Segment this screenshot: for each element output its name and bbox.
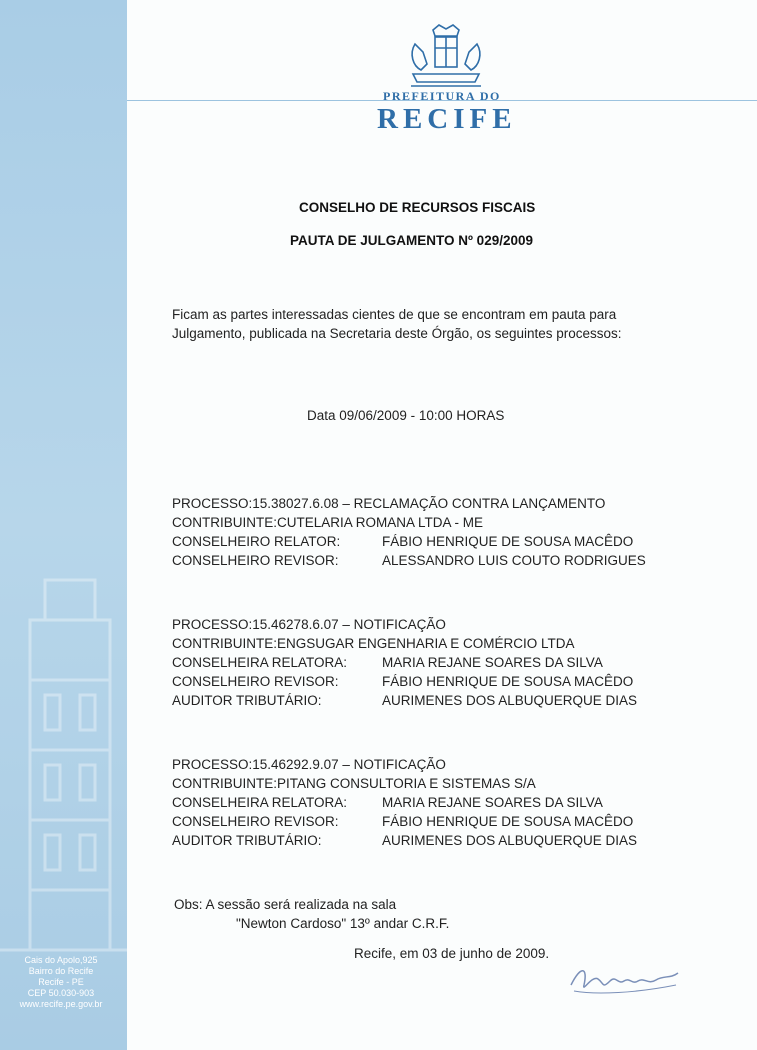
address-block [6, 955, 116, 1010]
signature-icon [566, 955, 686, 1000]
coat-of-arms-icon [405, 24, 487, 90]
council-title: CONSELHO DE RECURSOS FISCAIS [299, 200, 536, 215]
role-row [172, 691, 637, 710]
address-website: www.recife.pe.gov.br [19, 999, 103, 1009]
place-and-date: Recife, em 03 de junho de 2009. [354, 946, 550, 961]
role-row [172, 831, 637, 850]
address-line: Bairro do Recife [28, 966, 94, 976]
role-value: FÁBIO HENRIQUE DE SOUSA MACÊDO [382, 814, 634, 829]
process-block [172, 755, 637, 850]
agenda-title: PAUTA DE JULGAMENTO Nº 029/2009 [290, 233, 533, 248]
role-row [172, 532, 646, 551]
role-value: AURIMENES DOS ALBUQUERQUE DIAS [382, 693, 638, 708]
decorative-side-band [0, 0, 127, 1050]
intro-line: Ficam as partes interessadas cientes de que se encontram em pauta para [172, 307, 617, 322]
session-date: Data 09/06/2009 - 10:00 HORAS [307, 408, 505, 423]
role-label: CONSELHEIRA RELATORA: [172, 655, 348, 670]
role-label: CONSELHEIRO RELATOR: [172, 534, 341, 549]
taxpayer: CONTRIBUINTE:CUTELARIA ROMANA LTDA - ME [172, 515, 484, 530]
process-number: PROCESSO:15.46292.9.07 – NOTIFICAÇÃO [172, 757, 446, 772]
role-label: AUDITOR TRIBUTÁRIO: [172, 693, 322, 708]
role-value: MARIA REJANE SOARES DA SILVA [382, 795, 603, 810]
role-value: FÁBIO HENRIQUE DE SOUSA MACÊDO [382, 674, 634, 689]
role-value: ALESSANDRO LUIS COUTO RODRIGUES [382, 553, 646, 568]
brand-prefeitura: PREFEITURA DO [383, 89, 501, 103]
process-block [172, 494, 646, 570]
intro-line: Julgamento, publicada na Secretaria deste Órgão, os seguintes processos: [172, 326, 622, 341]
role-row [172, 551, 646, 570]
address-line: CEP 50.030-903 [27, 988, 95, 998]
address-line: Cais do Apolo,925 [24, 955, 98, 965]
taxpayer: CONTRIBUINTE:PITANG CONSULTORIA E SISTEMAS S/A [172, 776, 536, 791]
building-watermark-icon [0, 560, 127, 980]
role-value: MARIA REJANE SOARES DA SILVA [382, 655, 603, 670]
role-row [172, 653, 637, 672]
role-value: FÁBIO HENRIQUE DE SOUSA MACÊDO [382, 534, 634, 549]
role-label: CONSELHEIRO REVISOR: [172, 814, 339, 829]
role-label: CONSELHEIRA RELATORA: [172, 795, 348, 810]
role-row [172, 672, 637, 691]
role-row [172, 793, 637, 812]
role-label: CONSELHEIRO REVISOR: [172, 553, 339, 568]
role-label: CONSELHEIRO REVISOR: [172, 674, 339, 689]
role-row [172, 812, 637, 831]
role-value: AURIMENES DOS ALBUQUERQUE DIAS [382, 833, 638, 848]
process-number: PROCESSO:15.38027.6.08 – RECLAMAÇÃO CONTRA LANÇAMENTO [172, 496, 606, 511]
taxpayer: CONTRIBUINTE:ENGSUGAR ENGENHARIA E COMÉRCIO LTDA [172, 636, 575, 651]
observation [174, 895, 449, 933]
role-label: AUDITOR TRIBUTÁRIO: [172, 833, 322, 848]
process-number: PROCESSO:15.46278.6.07 – NOTIFICAÇÃO [172, 617, 446, 632]
observation-line: Obs: A sessão será realizada na sala [174, 897, 397, 912]
brand-recife: RECIFE [377, 103, 517, 135]
process-block [172, 615, 637, 710]
address-line: Recife - PE [38, 977, 84, 987]
intro-paragraph [172, 305, 712, 343]
observation-room: "Newton Cardoso" 13º andar C.R.F. [236, 916, 450, 931]
